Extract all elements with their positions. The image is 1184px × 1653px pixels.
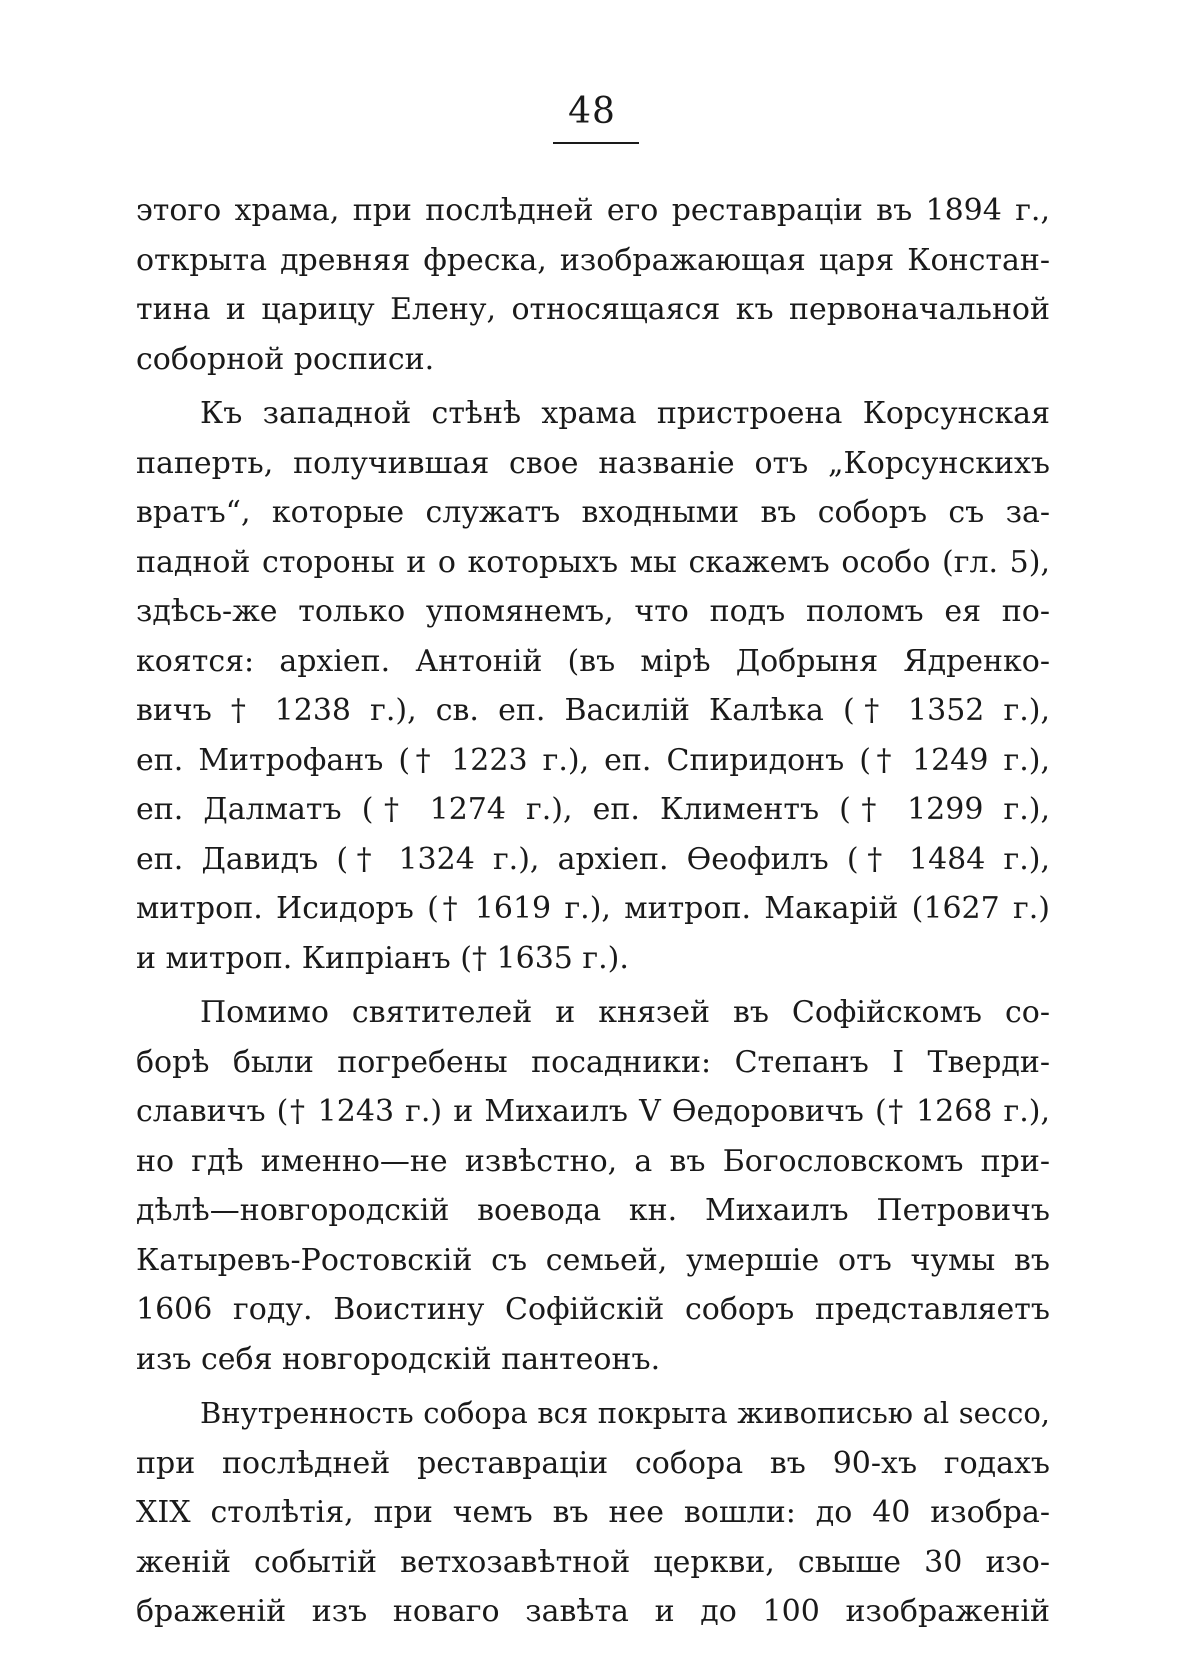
text-line: этого храма, при послѣдней его реставраціи въ 1894 г., bbox=[136, 193, 1050, 228]
text-line: Къ западной стѣнѣ храма пристроена Корсунская bbox=[200, 396, 1050, 431]
text-line: Внутренность собора вся покрыта живописью al secco, bbox=[200, 1396, 1050, 1430]
text-line: при послѣдней реставраціи собора въ 90-хъ годахъ bbox=[136, 1445, 1050, 1481]
page-number-rule bbox=[553, 142, 639, 144]
text-line: открыта древняя фреска, изображающая царя Констан- bbox=[136, 242, 1050, 278]
text-line: соборной росписи. bbox=[136, 341, 435, 377]
text-line: дѣлѣ—новгородскій воевода кн. Михаилъ Петровичъ bbox=[136, 1193, 1050, 1228]
text-line: вратъ“, которые служатъ входными въ соборъ съ за- bbox=[136, 495, 1050, 530]
text-line: браженій изъ новаго завѣта и до 100 изображеній bbox=[136, 1594, 1050, 1629]
text-line: митроп. Исидоръ († 1619 г.), митроп. Макарій (1627 г.) bbox=[136, 891, 1050, 926]
text-line: еп. Митрофанъ († 1223 г.), еп. Спиридонъ († 1249 г.), bbox=[136, 742, 1050, 778]
body-text bbox=[136, 186, 1050, 1637]
text-line: тина и царицу Елену, относящаяся къ первоначальной bbox=[136, 292, 1050, 327]
text-line: коятся: архіеп. Антоній (въ мірѣ Добрыня Ядренко- bbox=[136, 643, 1050, 679]
paragraph-1 bbox=[136, 186, 1050, 384]
text-line: Катыревъ-Ростовскій съ семьей, умершіе отъ чумы въ bbox=[136, 1242, 1050, 1278]
paragraph-4 bbox=[136, 1389, 1050, 1637]
text-line: славичъ († 1243 г.) и Михаилъ V Өедоровичъ († 1268 г.), bbox=[136, 1094, 1050, 1129]
text-line: еп. Давидъ († 1324 г.), архіеп. Өеофилъ († 1484 г.), bbox=[136, 841, 1050, 877]
text-line: паперть, получившая свое названіе отъ „Корсунскихъ bbox=[136, 445, 1050, 481]
text-line: Помимо святителей и князей въ Софійскомъ со- bbox=[200, 995, 1050, 1030]
text-line: и митроп. Кипріанъ († 1635 г.). bbox=[136, 940, 629, 976]
text-line: но гдѣ именно—не извѣстно, а въ Богословскомъ при- bbox=[136, 1143, 1050, 1179]
text-line: борѣ были погребены посадники: Степанъ I Тверди- bbox=[136, 1044, 1050, 1080]
text-line: XIX столѣтія, при чемъ въ нее вошли: до 40 изобра- bbox=[136, 1495, 1050, 1530]
text-line: здѣсь-же только упомянемъ, что подъ поломъ ея по- bbox=[136, 594, 1050, 629]
paragraph-3 bbox=[136, 988, 1050, 1384]
page-number: 48 bbox=[568, 91, 616, 132]
text-line: 1606 году. Воистину Софійскій соборъ представляетъ bbox=[136, 1292, 1050, 1327]
text-line: женій событій ветхозавѣтной церкви, свыше 30 изо- bbox=[136, 1544, 1050, 1580]
paragraph-2 bbox=[136, 389, 1050, 983]
text-line: еп. Далматъ († 1274 г.), еп. Климентъ († 1299 г.), bbox=[136, 792, 1050, 827]
text-line: вичъ † 1238 г.), св. еп. Василій Калѣка († 1352 г.), bbox=[136, 693, 1050, 728]
text-line: изъ себя новгородскій пантеонъ. bbox=[136, 1341, 661, 1377]
text-line: падной стороны и о которыхъ мы скажемъ особо (гл. 5), bbox=[136, 544, 1050, 580]
